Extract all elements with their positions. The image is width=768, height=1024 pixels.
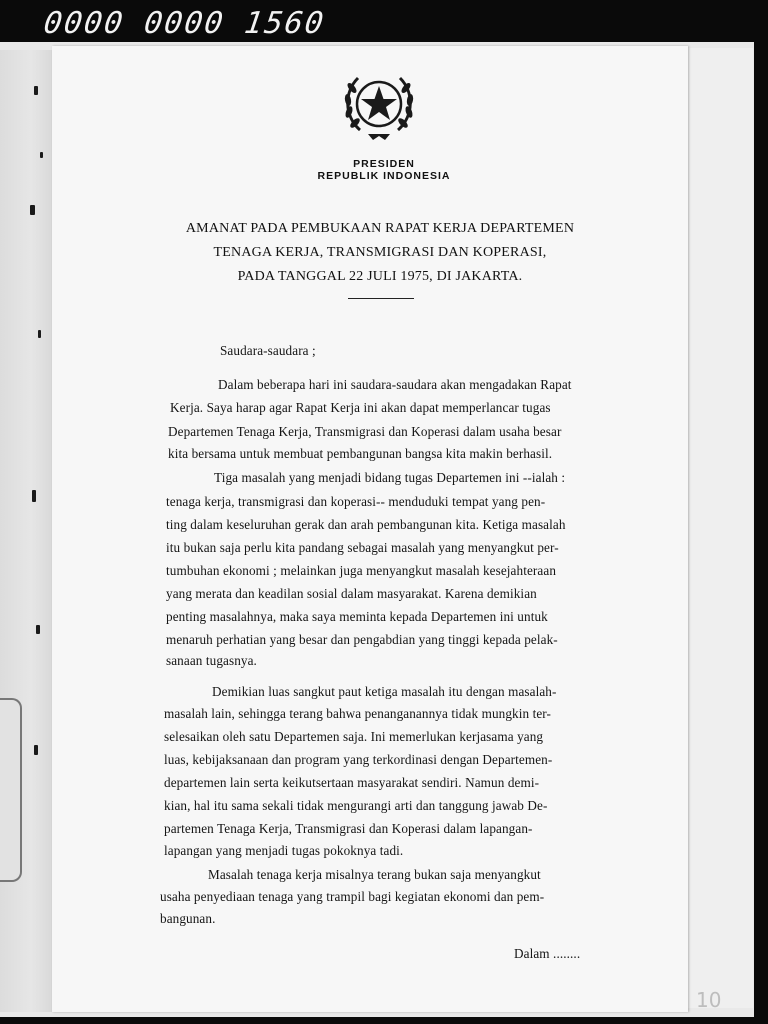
corner-mark: 10 bbox=[696, 988, 722, 1012]
body-line: itu bukan saja perlu kita pandang sebagai masalah yang menyangkut per- bbox=[166, 540, 559, 555]
body-line: lapangan yang menjadi tugas pokoknya tadi. bbox=[164, 843, 404, 858]
film-frame-number: 0000 0000 1560 bbox=[41, 6, 328, 41]
scan-speck bbox=[34, 86, 38, 95]
body-line: departemen lain serta keikutsertaan masyarakat sendiri. Namun demi- bbox=[164, 775, 540, 790]
body-line: partemen Tenaga Kerja, Transmigrasi dan Koperasi dalam lapangan- bbox=[164, 821, 533, 836]
document-title-line-2: TENAGA KERJA, TRANSMIGRASI DAN KOPERASI, bbox=[213, 245, 547, 260]
scan-speck bbox=[30, 205, 35, 215]
body-line: masalah lain, sehingga terang bahwa penanganannya tidak mungkin ter- bbox=[164, 706, 552, 721]
back-sheet bbox=[680, 48, 753, 1008]
body-line: Demikian luas sangkut paut ketiga masalah itu dengan masalah- bbox=[212, 684, 557, 699]
catchword: Dalam ........ bbox=[514, 946, 581, 961]
body-line: kita bersama untuk membuat pembangunan bangsa kita makin berhasil. bbox=[168, 446, 553, 461]
body-line: tumbuhan ekonomi ; melainkan juga menyangkut masalah kesejahteraan bbox=[166, 563, 557, 578]
document-title-line-1: AMANAT PADA PEMBUKAAN RAPAT KERJA DEPARTEMEN bbox=[185, 221, 575, 236]
document-title-line-3: PADA TANGGAL 22 JULI 1975, DI JAKARTA. bbox=[237, 269, 523, 284]
scan-speck bbox=[36, 625, 40, 634]
body-line: ting dalam keseluruhan gerak dan arah pembangunan kita. Ketiga masalah bbox=[166, 517, 566, 532]
body-line: luas, kebijaksanaan dan program yang terkordinasi dengan Departemen- bbox=[164, 752, 553, 767]
scan-speck bbox=[38, 330, 41, 338]
body-line: Departemen Tenaga Kerja, Transmigrasi dan Koperasi dalam usaha besar bbox=[168, 424, 562, 439]
letterhead-line-1: PRESIDEN bbox=[353, 158, 415, 170]
body-line: Tiga masalah yang menjadi bidang tugas Departemen ini --ialah : bbox=[214, 470, 566, 485]
body-line: tenaga kerja, transmigrasi dan koperasi-- menduduki tempat yang pen- bbox=[166, 494, 546, 509]
body-line: usaha penyediaan tenaga yang trampil bagi kegiatan ekonomi dan pem- bbox=[160, 889, 545, 904]
binder-tab bbox=[0, 698, 22, 882]
letterhead-line-2: REPUBLIK INDONESIA bbox=[317, 170, 451, 182]
garuda-star-wreath-icon bbox=[338, 64, 420, 146]
body-line: Masalah tenaga kerja misalnya terang bukan saja menyangkut bbox=[208, 867, 541, 882]
body-line: Dalam beberapa hari ini saudara-saudara akan mengadakan Rapat bbox=[218, 377, 572, 392]
body-line: penting masalahnya, maka saya meminta kepada Departemen ini untuk bbox=[166, 609, 548, 624]
body-line: selesaikan oleh satu Departemen saja. Ini memerlukan kerjasama yang bbox=[164, 729, 544, 744]
body-line: yang merata dan keadilan sosial dalam masyarakat. Karena demikian bbox=[166, 586, 537, 601]
scan-speck bbox=[34, 745, 38, 755]
title-rule bbox=[348, 298, 414, 299]
scan-speck bbox=[32, 490, 36, 502]
body-line: kian, hal itu sama sekali tidak mengurangi arti dan tanggung jawab De- bbox=[164, 798, 548, 813]
body-line: bangunan. bbox=[160, 911, 216, 926]
salutation: Saudara-saudara ; bbox=[220, 343, 316, 358]
body-line: menaruh perhatian yang besar dan pengabdian yang tinggi kepada pelak- bbox=[166, 632, 558, 647]
body-line: sanaan tugasnya. bbox=[166, 653, 257, 668]
body-line: Kerja. Saya harap agar Rapat Kerja ini akan dapat memperlancar tugas bbox=[170, 400, 551, 415]
